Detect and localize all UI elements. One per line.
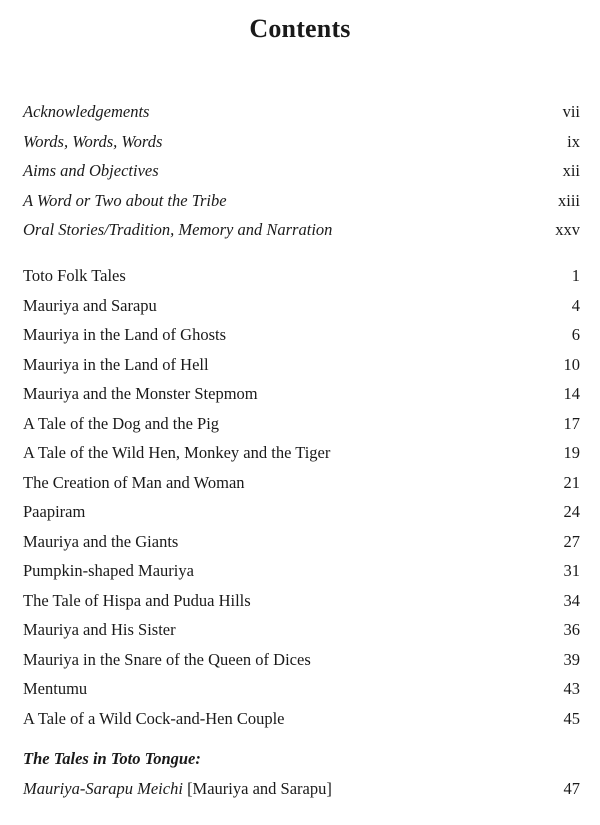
front-matter-list [23, 97, 580, 245]
page-title: Contents [249, 14, 351, 43]
toc-entry[interactable] [23, 97, 580, 127]
toc-entry[interactable] [23, 379, 580, 409]
toc-entry-page: 1 [571, 266, 580, 285]
toc-entry-page: 24 [563, 502, 580, 521]
toc-entry[interactable] [23, 645, 580, 675]
toc-entry-label: Mauriya in the Snare of the Queen of Dices [23, 649, 311, 669]
toc-entry-page: 4 [571, 295, 580, 315]
toc-entry-label: A Word or Two about the Tribe [23, 190, 227, 210]
toc-entry-page: 6 [571, 325, 580, 344]
toc-entry[interactable] [23, 127, 580, 157]
toc-entry[interactable] [23, 674, 580, 704]
toc-entry-label: Paapiram [23, 502, 86, 521]
toc-entry-page: 27 [563, 531, 580, 551]
toc-entry-label: Mauriya and Sarapu [23, 295, 157, 315]
toc-entry[interactable] [23, 468, 580, 498]
toc-entry-page: 47 [563, 778, 580, 798]
toc-entry-page: 39 [563, 649, 580, 669]
toc-entry-label: A Tale of a Wild Cock-and-Hen Couple [23, 708, 285, 728]
toc-entry-page: 19 [563, 443, 580, 462]
toc-entry-page: 10 [563, 354, 580, 374]
toc-entry[interactable] [23, 156, 580, 186]
toc-entry[interactable] [23, 527, 580, 557]
toc-entry-page: 43 [563, 679, 580, 698]
toc-entry[interactable] [23, 556, 580, 586]
toc-entry-label: Mauriya in the Land of Ghosts [23, 325, 227, 344]
toc-entry-page: 17 [563, 413, 580, 433]
toc-entry-page: xii [562, 161, 580, 180]
toc-entry-label: A Tale of the Dog and the Pig [23, 413, 220, 433]
toc-entry-label-translation: [Mauriya and Sarapu] [187, 778, 332, 798]
toc-entry-page: 36 [563, 620, 580, 639]
toc-entry[interactable] [23, 215, 580, 245]
toc-entry[interactable] [23, 320, 580, 350]
toc-entry-page: ix [567, 131, 580, 151]
toc-entry-page: 34 [563, 590, 580, 610]
toc-entry-label [23, 774, 332, 804]
tales-list [23, 261, 580, 733]
toc-entry-label-native: Mauriya-Sarapu Meichi [23, 778, 183, 798]
toc-entry[interactable] [23, 350, 580, 380]
toc-entry[interactable] [23, 261, 580, 291]
toc-entry-label: Words, Words, Words [23, 131, 163, 151]
toc-entry-label: Aims and Objectives [23, 161, 159, 180]
toc-entry-label: The Tale of Hispa and Pudua Hills [23, 590, 251, 610]
toc-entry-label: Acknowledgements [23, 102, 150, 121]
toc-entry-label: Mauriya and the Giants [23, 531, 179, 551]
toc-entry-label: Mauriya and His Sister [23, 620, 176, 639]
toto-tongue-section [23, 744, 580, 803]
toc-entry-label: Mauriya and the Monster Stepmom [23, 384, 258, 403]
toc-entry[interactable] [23, 615, 580, 645]
toc-entry-label: Pumpkin-shaped Mauriya [23, 561, 194, 580]
toc-entry-label: Oral Stories/Tradition, Memory and Narration [23, 220, 333, 239]
toc-entry-label: A Tale of the Wild Hen, Monkey and the Tiger [23, 443, 331, 462]
toc-entry[interactable] [23, 774, 580, 804]
toc-entry-page: 31 [563, 561, 580, 580]
toc-entry[interactable] [23, 186, 580, 216]
toc-entry-label: Mentumu [23, 679, 88, 698]
toc-entry-label: The Creation of Man and Woman [23, 472, 245, 492]
toc-entry[interactable] [23, 409, 580, 439]
toc-entry-page: xiii [557, 190, 580, 210]
toc-entry-label: Mauriya in the Land of Hell [23, 354, 209, 374]
toc-entry-page: 14 [563, 384, 580, 403]
toc-entry[interactable] [23, 704, 580, 734]
toc-entry-label: Toto Folk Tales [23, 266, 126, 285]
toc-entry-page: 21 [563, 472, 580, 492]
toc-entry-page: vii [562, 102, 580, 121]
toc-entry[interactable] [23, 291, 580, 321]
toc-entry-page: xxv [555, 220, 580, 239]
toc-entry[interactable] [23, 586, 580, 616]
toc-entry[interactable] [23, 497, 580, 527]
toc-entry-page: 45 [563, 708, 580, 728]
section-heading: The Tales in Toto Tongue: [23, 749, 201, 768]
toc-entry[interactable] [23, 438, 580, 468]
